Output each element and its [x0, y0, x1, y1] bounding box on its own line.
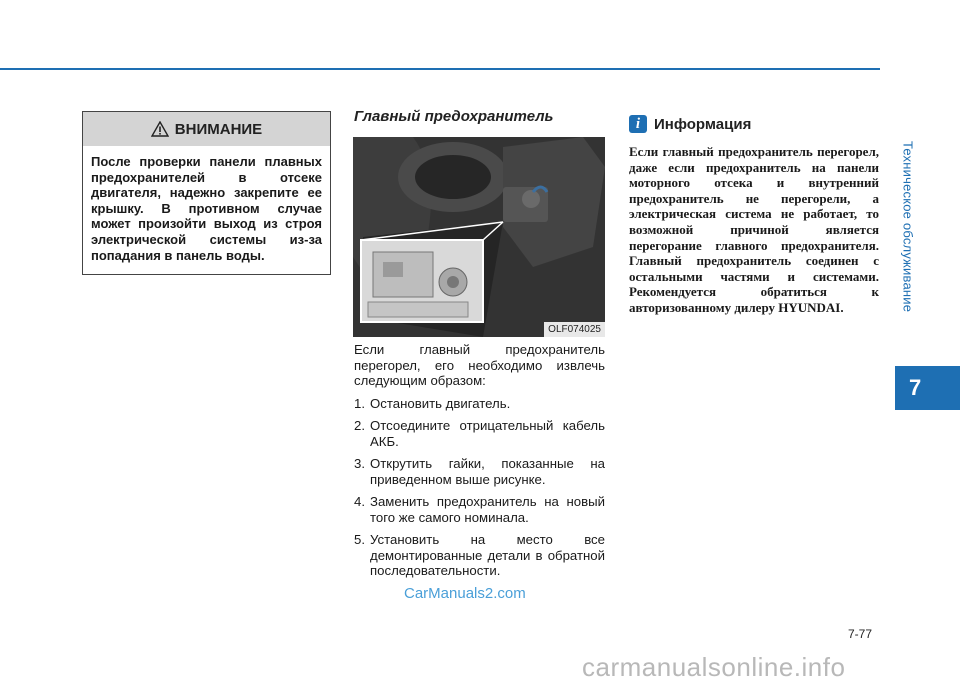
info-header	[629, 115, 751, 133]
step-item: 4. Заменить предохранитель на новый того же самого номинала.	[354, 494, 605, 525]
page-number: 7-77	[848, 627, 873, 641]
warning-title: ВНИМАНИЕ	[174, 120, 263, 138]
engine-bay-figure	[353, 137, 605, 337]
chapter-number: 7	[895, 366, 960, 410]
step-item: 1. Остановить двигатель.	[354, 395, 511, 411]
section-title: Главный предохранитель	[354, 108, 554, 125]
warning-text: После проверки панели плавных предохранителей в отсеке двигателя, надежно закрепите ее крышку. В противном случае может произойти выход из строя электрической системы из-за попадания в панель воды.	[91, 154, 322, 263]
top-rule	[0, 68, 880, 70]
step-item: 2. Отсоедините отрицательный кабель АКБ.	[354, 418, 605, 449]
procedure-intro: Если главный предохранитель перегорел, его необходимо извлечь следующим образом:	[354, 342, 605, 388]
watermark-link[interactable]: CarManuals2.com	[404, 585, 526, 602]
warning-triangle-icon	[151, 121, 169, 137]
side-chapter-label: Техническое обслуживание	[900, 141, 916, 313]
procedure-steps	[354, 396, 605, 579]
watermark-footer: carmanualsonline.info	[582, 652, 846, 682]
warning-header	[83, 112, 330, 146]
info-icon: i	[629, 115, 647, 133]
step-item: 3. Открутить гайки, показанные на приведенном выше рисунке.	[354, 456, 605, 487]
procedure-text	[354, 342, 605, 586]
info-title: Информация	[654, 115, 752, 133]
step-item: 5. Установить на место все демонтированные детали в обратной последовательности.	[354, 532, 605, 578]
info-text: Если главный предохранитель перегорел, даже если предохранитель на панели моторного отсека и внутренний предохранитель не перегорели, а электрическая система не работает, то возможной причиной является перегорание главного предохранителя. Главный предохранитель соединен с остальными частями и системами. Рекомендуется обратиться к авторизованному дилеру HYUNDAI.	[629, 144, 879, 315]
warning-box	[82, 111, 331, 275]
engine-bay-illustration	[353, 137, 605, 337]
figure-code: OLF074025	[544, 322, 605, 337]
